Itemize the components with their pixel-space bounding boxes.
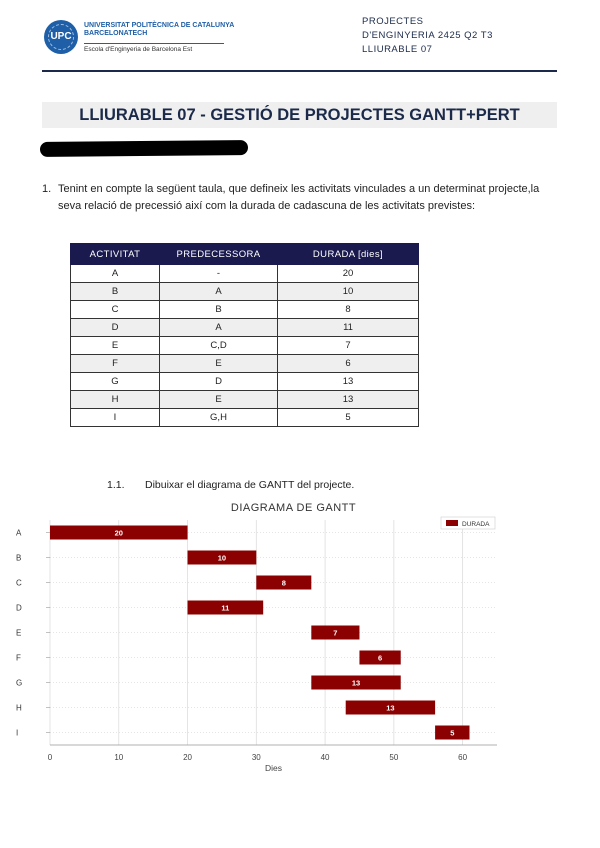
question-text: Tenint en compte la següent taula, que defineix les activitats vinculades a un determinat projecte,la seva relació de precessió així com la durada de cadascuna de les activitats previstes:	[58, 183, 540, 212]
legend-swatch	[446, 520, 458, 526]
header-course: PROJECTES	[362, 16, 424, 27]
cell-duration: 20	[278, 265, 419, 283]
legend-label: DURADA	[462, 521, 490, 528]
y-tick-label: I	[16, 728, 19, 738]
cell-predecessor: B	[160, 301, 278, 319]
bar-data-label: 5	[450, 728, 455, 738]
cell-activity: E	[71, 337, 160, 355]
cell-predecessor: E	[160, 355, 278, 373]
column-header-predecessor: PREDECESSORA	[160, 244, 278, 265]
header-deliverable: LLIURABLE 07	[362, 44, 433, 55]
cell-predecessor: C,D	[160, 337, 278, 355]
cell-duration: 8	[278, 301, 419, 319]
cell-duration: 13	[278, 391, 419, 409]
cell-predecessor: A	[160, 283, 278, 301]
y-tick-label: A	[16, 528, 22, 538]
bar-data-label: 13	[386, 703, 395, 713]
y-tick-label: B	[16, 553, 22, 563]
cell-duration: 11	[278, 319, 419, 337]
y-tick-label: G	[16, 678, 23, 688]
question-number: 1.	[42, 183, 52, 195]
x-axis-label: Dies	[264, 763, 283, 773]
cell-predecessor: -	[160, 265, 278, 283]
cell-predecessor: G,H	[160, 409, 278, 427]
page-title: LLIURABLE 07 - GESTIÓ DE PROJECTES GANTT+PERT	[79, 106, 520, 124]
cell-activity: I	[71, 409, 160, 427]
bar-data-label: 13	[351, 678, 361, 688]
bar-data-label: 20	[114, 528, 123, 538]
column-header-activity: ACTIVITAT	[71, 244, 160, 265]
bar-data-label: 6	[378, 653, 383, 663]
bar-data-label: 7	[333, 628, 338, 638]
cell-activity: G	[71, 373, 160, 391]
cell-predecessor: A	[160, 319, 278, 337]
cell-activity: H	[71, 391, 160, 409]
cell-duration: 7	[278, 337, 419, 355]
bar-data-label: 8	[281, 578, 286, 588]
subquestion-text: Dibuixar el diagrama de GANTT del projecte.	[145, 479, 355, 491]
cell-activity: F	[71, 355, 160, 373]
cell-duration: 13	[278, 373, 419, 391]
bar-data-label: 10	[217, 553, 227, 563]
y-tick-label: D	[16, 603, 22, 613]
y-tick-label: E	[16, 628, 22, 638]
x-tick-label: 10	[114, 753, 124, 762]
x-tick-label: 40	[320, 753, 330, 762]
header-subject: D'ENGINYERIA 2425 Q2 T3	[362, 30, 493, 41]
cell-duration: 5	[278, 409, 419, 427]
subquestion-number: 1.1.	[107, 479, 125, 491]
cell-predecessor: E	[160, 391, 278, 409]
cell-activity: D	[71, 319, 160, 337]
x-tick-label: 20	[183, 753, 192, 762]
y-tick-label: F	[16, 653, 21, 663]
cell-duration: 6	[278, 355, 419, 373]
x-tick-label: 30	[251, 753, 261, 762]
university-name: UNIVERSITAT POLITÈCNICA DE CATALUNYA BARCELONATECH	[84, 22, 234, 37]
cell-duration: 10	[278, 283, 419, 301]
x-tick-label: 50	[389, 753, 399, 762]
y-tick-label: C	[16, 578, 22, 588]
column-header-duration: DURADA [dies]	[278, 244, 419, 265]
x-tick-label: 0	[47, 753, 53, 762]
y-tick-label: H	[16, 703, 22, 713]
logo-text: UPC	[50, 31, 72, 42]
x-tick-label: 60	[458, 753, 468, 762]
bar-data-label: 11	[221, 603, 230, 613]
cell-predecessor: D	[160, 373, 278, 391]
school-name: Escola d'Enginyeria de Barcelona Est	[84, 43, 224, 53]
cell-activity: B	[71, 283, 160, 301]
chart-title: DIAGRAMA DE GANTT	[230, 502, 357, 514]
cell-activity: A	[71, 265, 160, 283]
cell-activity: C	[71, 301, 160, 319]
